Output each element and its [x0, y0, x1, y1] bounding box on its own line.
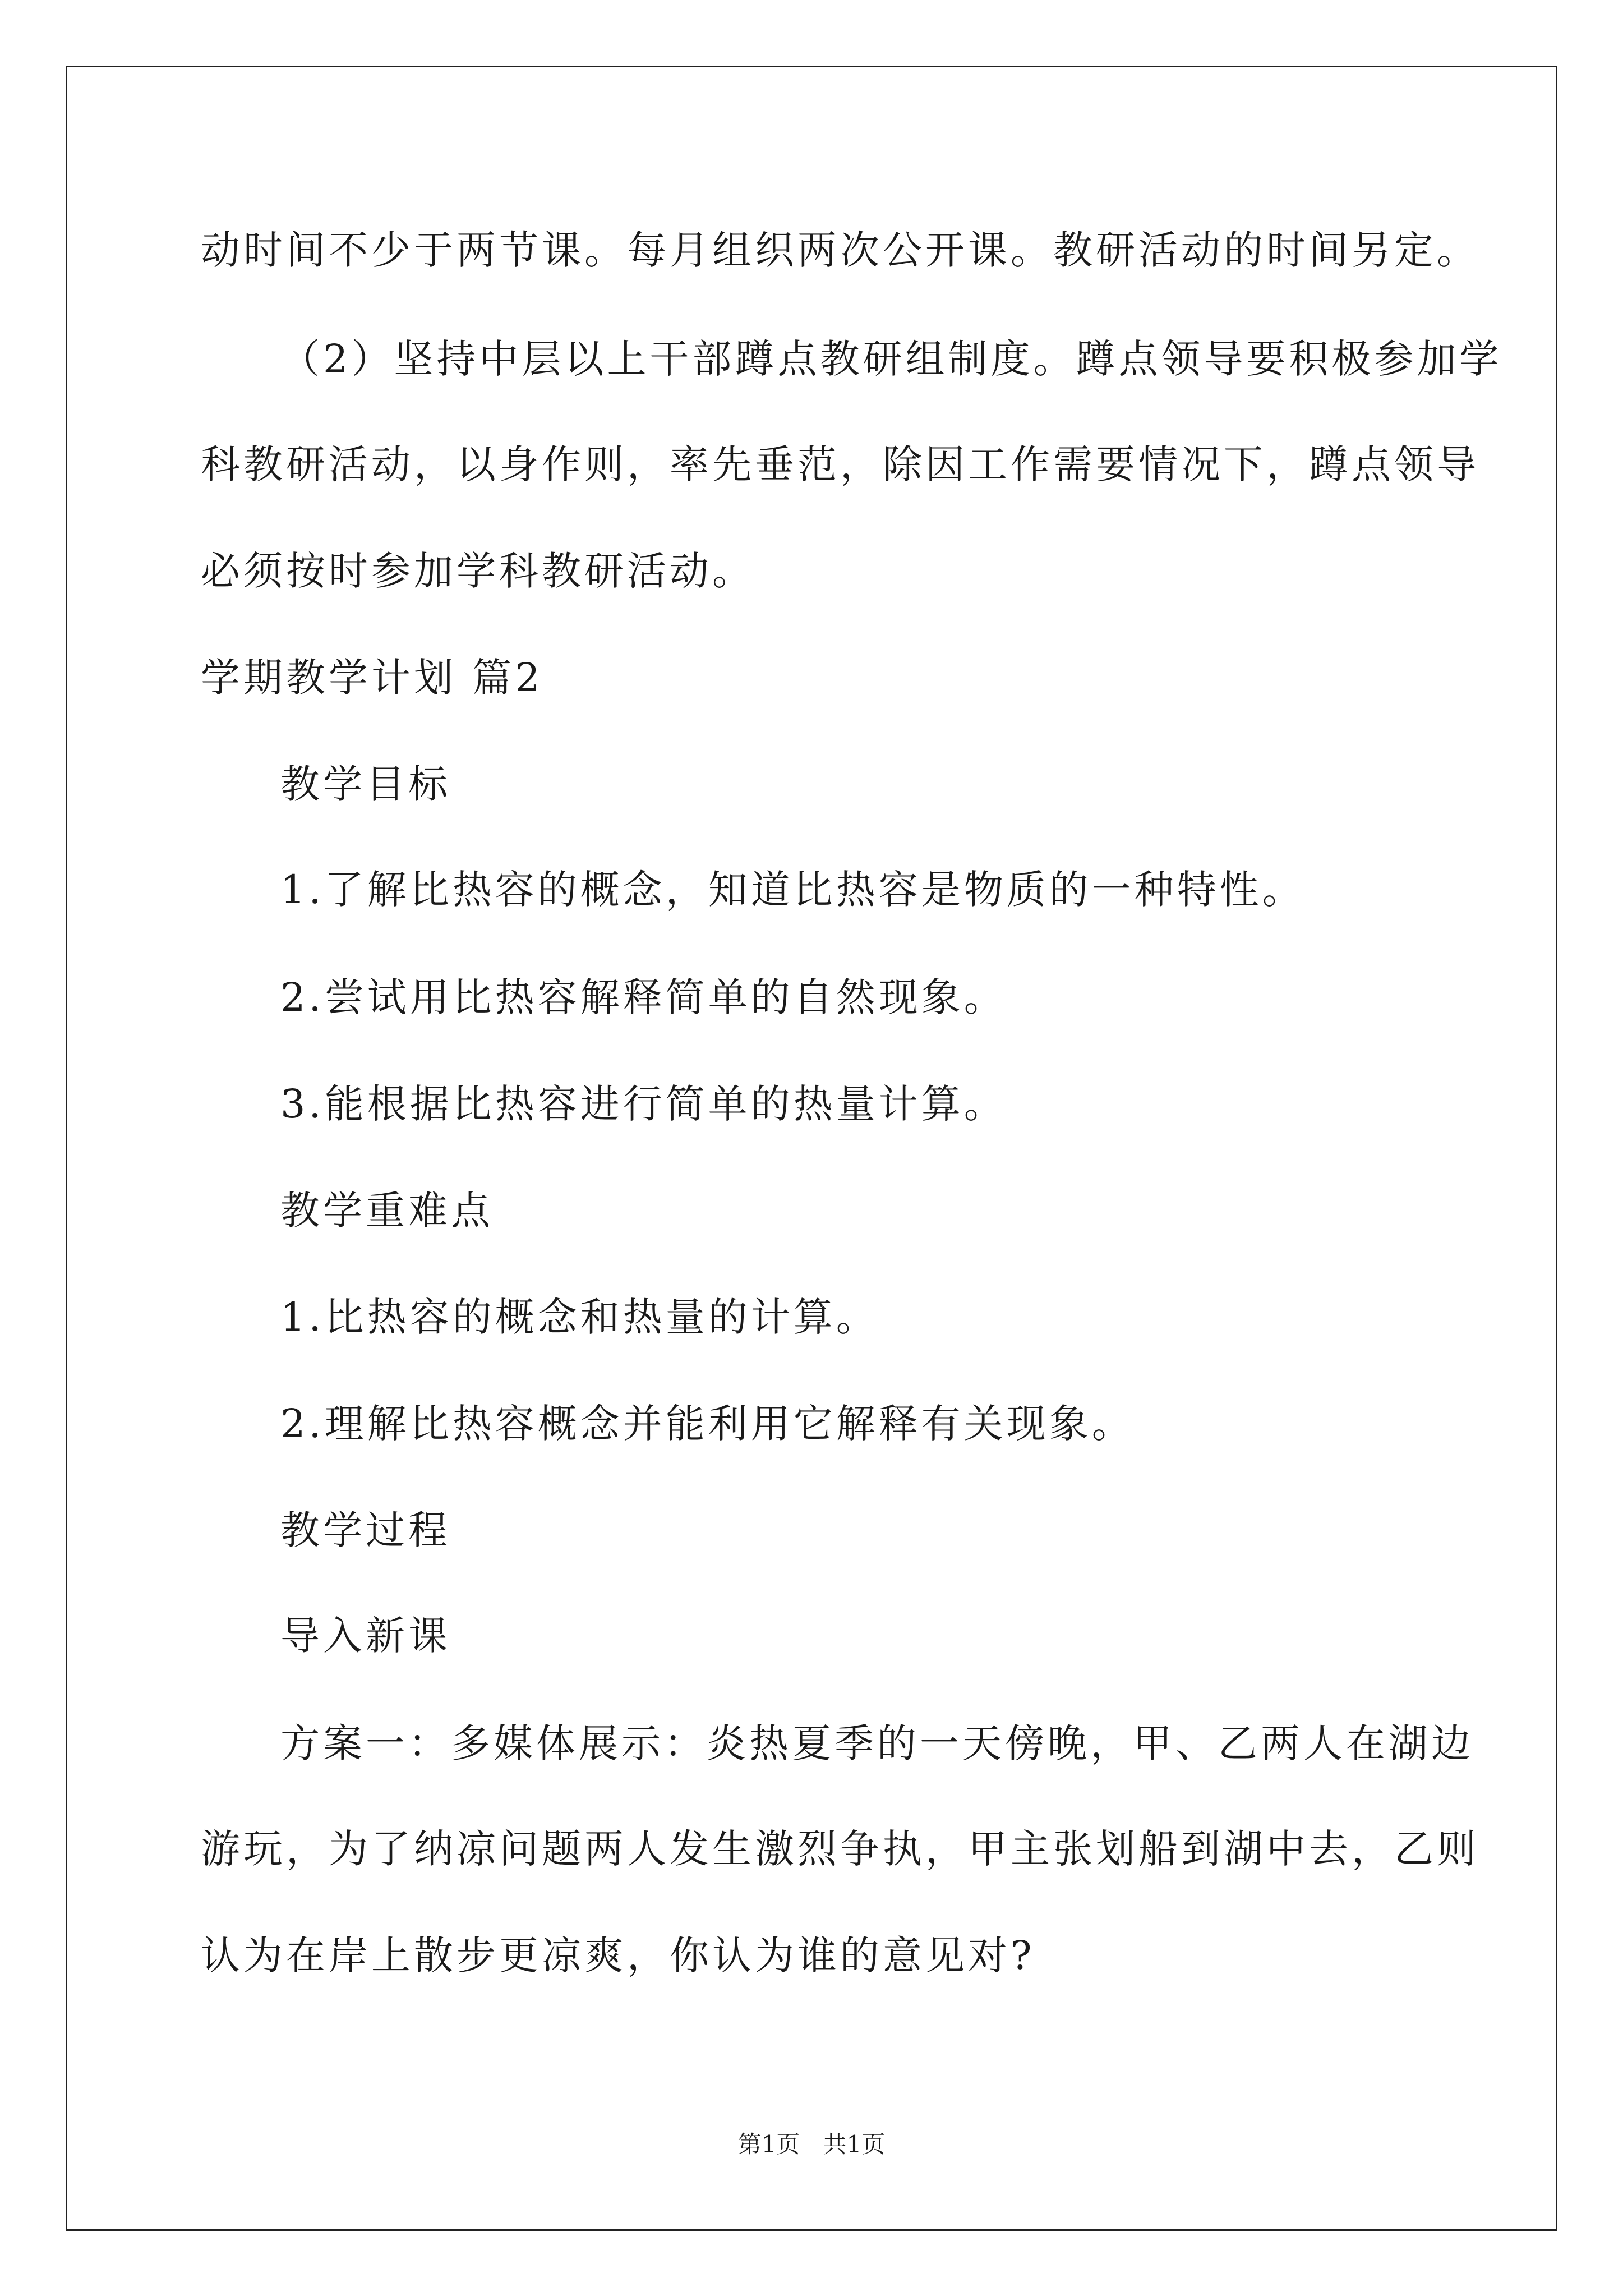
paragraph-item-2-line-1: （2）坚持中层以上干部蹲点教研组制度。蹲点领导要积极参加学 [280, 336, 1502, 382]
subheading-teaching-process: 教学过程 [280, 1507, 451, 1553]
page-border [66, 66, 1557, 2231]
goal-item-3: 3.能根据比热容进行简单的热量计算。 [280, 1081, 1007, 1127]
key-point-item-2: 2.理解比热容概念并能利用它解释有关现象。 [280, 1401, 1135, 1447]
goal-item-1: 1.了解比热容的概念，知道比热容是物质的一种特性。 [280, 867, 1305, 913]
subheading-introduction: 导入新课 [280, 1613, 451, 1659]
plan-one-line-3: 认为在岸上散步更凉爽，你认为谁的意见对? [201, 1932, 1035, 1978]
subheading-key-points: 教学重难点 [280, 1188, 494, 1234]
goal-item-2: 2.尝试用比热容解释简单的自然现象。 [280, 974, 1007, 1020]
plan-one-line-1: 方案一：多媒体展示：炎热夏季的一天傍晚，甲、乙两人在湖边 [280, 1720, 1474, 1766]
plan-one-line-2: 游玩，为了纳凉问题两人发生激烈争执，甲主张划船到湖中去，乙则 [201, 1826, 1479, 1872]
key-point-item-1: 1.比热容的概念和热量的计算。 [280, 1294, 879, 1340]
page-number: 第1页 [737, 2131, 800, 2158]
paragraph-continuation-line-1: 动时间不少于两节课。每月组织两次公开课。教研活动的时间另定。 [201, 227, 1479, 273]
paragraph-item-2-line-2: 科教研活动，以身作则，率先垂范，除因工作需要情况下，蹲点领导 [201, 441, 1479, 487]
page-footer [0, 2129, 1623, 2160]
subheading-teaching-goals: 教学目标 [280, 761, 451, 807]
paragraph-item-2-line-3: 必须按时参加学科教研活动。 [201, 548, 755, 594]
section-heading: 学期教学计划 篇2 [201, 655, 543, 701]
page-total: 共1页 [823, 2131, 886, 2158]
